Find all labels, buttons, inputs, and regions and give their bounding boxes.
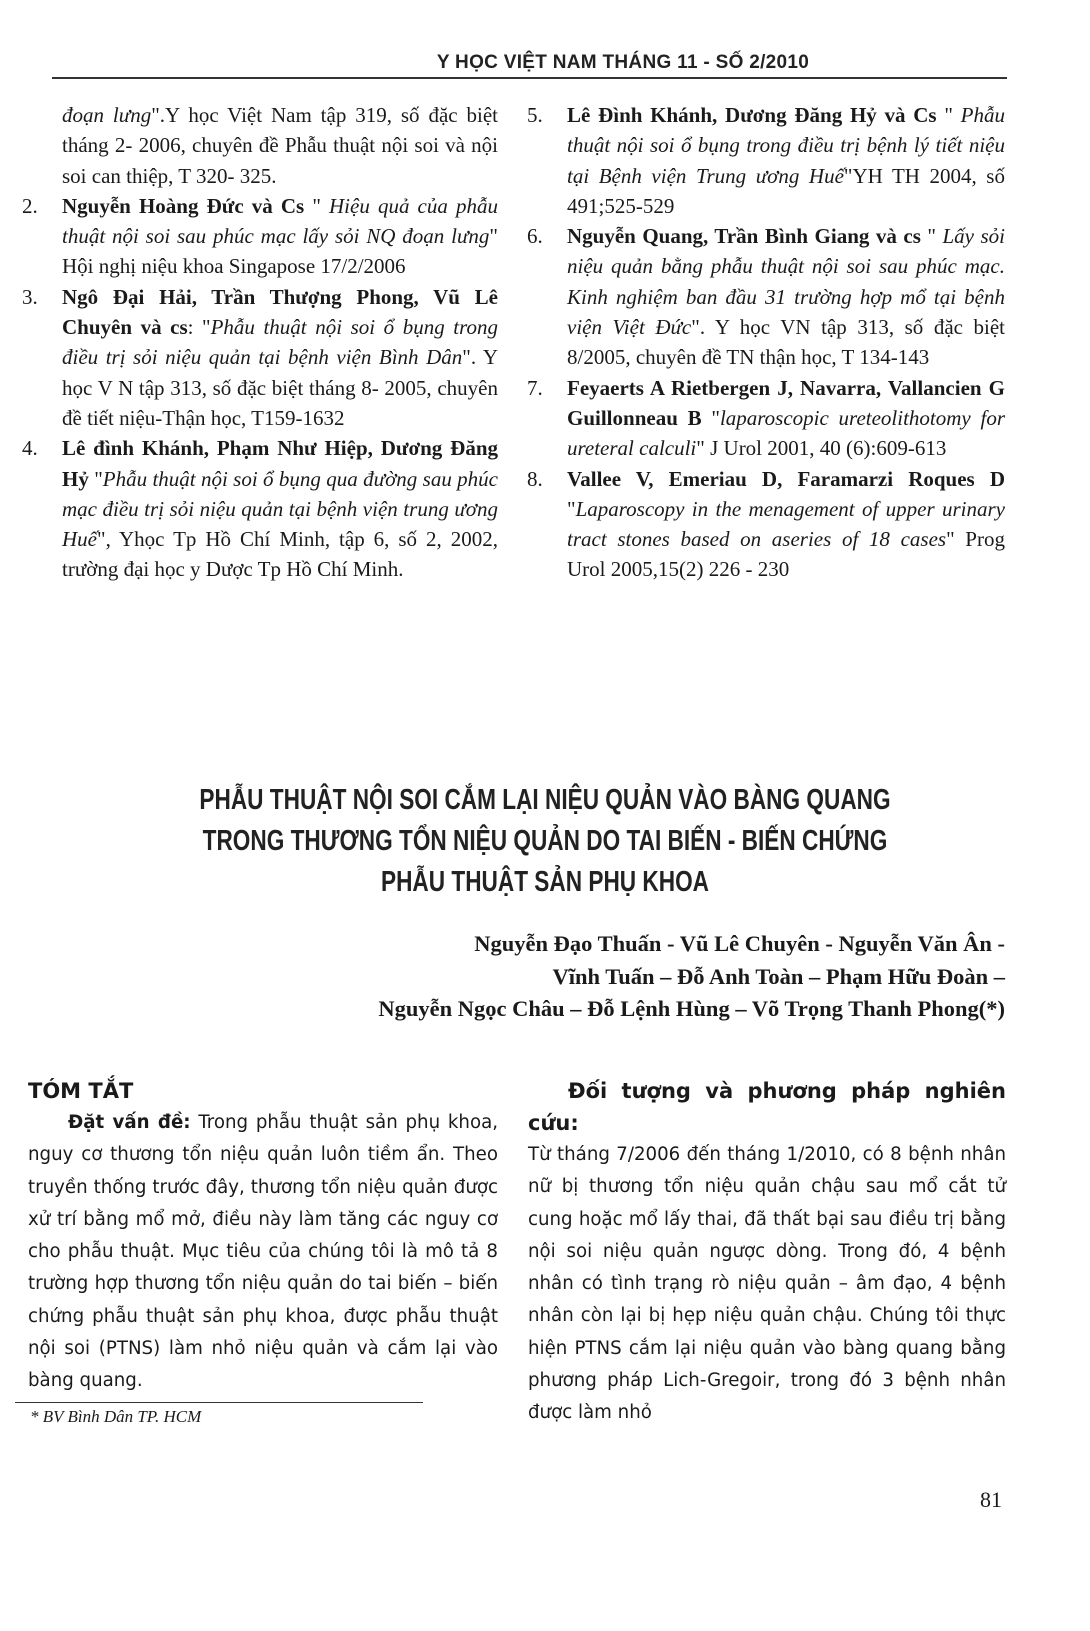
abstract-left-column xyxy=(28,1075,498,1398)
reference-source: : " xyxy=(187,315,211,340)
reference-source: "YH TH 2004, số 491;525-529 xyxy=(567,163,1005,218)
reference-authors: Vallee V, Emeriau D, Faramarzi Roques D xyxy=(567,466,1005,491)
reference-title: Phẫu thuật nội soi ổ bụng trong điều trị sỏi niệu quản tại bệnh viện Bình Dân xyxy=(62,315,498,370)
reference-authors: Ngô Đại Hải, Trần Thượng Phong, Vũ Lê Chuyên và cs xyxy=(62,284,498,340)
reference-source: ". Y học VN tập 313, số đặc biệt 8/2005, chuyên đề TN thận học, T 134-143 xyxy=(567,315,1005,370)
abstract-right-column xyxy=(528,1075,1006,1430)
reference-source: " xyxy=(936,103,961,127)
abstract-heading: TÓM TẮT xyxy=(28,1079,134,1103)
methods-text: Từ tháng 7/2006 đến tháng 1/2010, có 8 bệnh nhân nữ bị thương tổn niệu quản chậu sau mổ cắt tử cung hoặc mổ lấy thai, đã thất bại sau điều trị bằng nội soi niệu quản ngược dòng. Trong đó, 4 bệnh nhân có tình trạng rò niệu quản – âm đạo, 4 bệnh nhân còn lại bị hẹp niệu quản chậu. Chúng tôi thực hiện PTNS cắm lại niệu quản vào bàng quang bằng phương pháp Lich-Gregoir, trong đó 3 bệnh nhân được làm nhỏ xyxy=(528,1144,1006,1424)
references-right-column xyxy=(527,100,1005,585)
methods-heading: Đối tượng và phương pháp nghiên cứu: xyxy=(528,1079,1006,1135)
reference-source: " Prog Urol 2005,15(2) 226 - 230 xyxy=(567,527,1005,582)
reference-title: Phẫu thuật nội soi ổ bụng trong điều trị bệnh lý tiết niệu tại Bệnh viện Trung ương Huế xyxy=(567,103,1005,188)
reference-item xyxy=(22,282,498,433)
reference-item xyxy=(527,464,1005,585)
author-list xyxy=(378,928,1005,1026)
reference-item xyxy=(527,373,1005,464)
footnote-divider xyxy=(15,1402,423,1403)
reference-title: laparoscopic ureteolithotomy for ureteral calculi xyxy=(567,405,1005,461)
reference-source: " J Urol 2001, 40 (6):609-613 xyxy=(696,436,947,461)
reference-item xyxy=(527,221,1005,372)
reference-item xyxy=(22,433,498,584)
reference-source: " Hội nghị niệu khoa Singapose 17/2/2006 xyxy=(62,224,498,279)
title-line: PHẪU THUẬT NỘI SOI CẮM LẠI NIỆU QUẢN VÀO BÀNG QUANG xyxy=(199,784,891,816)
title-line: TRONG THƯƠNG TỔN NIỆU QUẢN DO TAI BIẾN - BIẾN CHỨNG xyxy=(202,825,888,857)
reference-source: " xyxy=(304,193,330,218)
reference-source: ", Yhọc Tp Hồ Chí Minh, tập 6, số 2, 2002, trường đại học y Dược Tp Hồ Chí Minh. xyxy=(62,527,498,582)
reference-authors: Nguyễn Quang, Trần Bình Giang và cs xyxy=(567,224,921,249)
reference-source: ".Y học Việt Nam tập 319, số đặc biệt tháng 2- 2006, chuyên đề Phẫu thuật nội soi và nội soi can thiệp, T 320- 325. xyxy=(62,103,498,188)
reference-number: 6. xyxy=(527,224,543,249)
reference-number: 8. xyxy=(527,466,543,491)
reference-authors: Nguyễn Hoàng Đức và Cs xyxy=(62,193,305,218)
reference-title: Laparoscopy in the menagement of upper urinary tract stones based on aseries of 18 cases xyxy=(567,496,1005,552)
reference-source: " xyxy=(920,224,943,249)
author-line: Nguyễn Đạo Thuấn - Vũ Lê Chuyên - Nguyễn Văn Ân - xyxy=(474,931,1005,956)
reference-number: 2. xyxy=(22,193,38,218)
page-number: 81 xyxy=(980,1487,1002,1512)
reference-number: 4. xyxy=(22,436,38,461)
title-line: PHẪU THUẬT SẢN PHỤ KHOA xyxy=(381,866,709,898)
reference-authors: Lê đình Khánh, Phạm Như Hiệp, Dương Đăng Hỷ xyxy=(62,436,498,491)
references-left-column xyxy=(22,100,498,585)
reference-title: Hiệu quả của phẫu thuật nội soi sau phúc mạc lấy sỏi NQ đoạn lưng xyxy=(62,193,498,249)
reference-authors: Feyaerts A Rietbergen J, Navarra, Vallancien G Guillonneau B xyxy=(567,375,1005,430)
author-line: Vĩnh Tuấn – Đỗ Anh Toàn – Phạm Hữu Đoàn – xyxy=(552,963,1005,989)
running-header xyxy=(0,52,1090,74)
reference-source: ". Y học V N tập 313, số đặc biệt tháng 8- 2005, chuyên đề tiết niệu-Thận học, T159-1632 xyxy=(62,345,498,430)
reference-item xyxy=(527,100,1005,221)
reference-number: 5. xyxy=(527,103,543,127)
reference-authors: Lê Đình Khánh, Dương Đăng Hỷ và Cs xyxy=(567,103,937,127)
footnote: * BV Bình Dân TP. HCM xyxy=(30,1407,202,1426)
reference-title: đoạn lưng xyxy=(62,103,152,127)
reference-source: " xyxy=(567,496,576,521)
reference-item xyxy=(22,100,498,191)
reference-source: " xyxy=(701,405,720,430)
author-line: Nguyễn Ngọc Châu – Đỗ Lệnh Hùng – Võ Trọng Thanh Phong(*) xyxy=(378,996,1005,1021)
article-title xyxy=(0,780,1090,903)
header-divider xyxy=(52,77,1007,79)
journal-issue-title: Y HỌC VIỆT NAM THÁNG 11 - SỐ 2/2010 xyxy=(436,52,810,73)
reference-number: 3. xyxy=(22,284,38,309)
reference-source: " xyxy=(88,466,103,491)
reference-title: Phẫu thuật nội soi ổ bụng qua đường sau phúc mạc điều trị sỏi niệu quản tại bệnh viện trung ương Huế xyxy=(62,466,498,552)
background-label: Đặt vấn đề: xyxy=(68,1112,191,1133)
background-paragraph xyxy=(28,1107,498,1398)
background-text: Trong phẫu thuật sản phụ khoa, nguy cơ thương tổn niệu quản luôn tiềm ẩn. Theo truyền thống trước đây, thương tổn niệu quản được xử trí bằng mổ mở, điều này làm tăng các nguy cơ cho phẫu thuật. Mục tiêu của chúng tôi là mô tả 8 trường hợp thương tổn niệu quản do tai biến – biến chứng phẫu thuật sản phụ khoa, được phẫu thuật nội soi (PTNS) làm nhỏ niệu quản và cắm lại vào bàng quang. xyxy=(28,1112,498,1392)
reference-number: 7. xyxy=(527,375,543,400)
reference-title: Lấy sỏi niệu quản bằng phẫu thuật nội soi sau phúc mạc. Kinh nghiệm ban đầu 31 trường hợp mổ tại bệnh viện Việt Đức xyxy=(567,224,1005,340)
reference-item xyxy=(22,191,498,282)
